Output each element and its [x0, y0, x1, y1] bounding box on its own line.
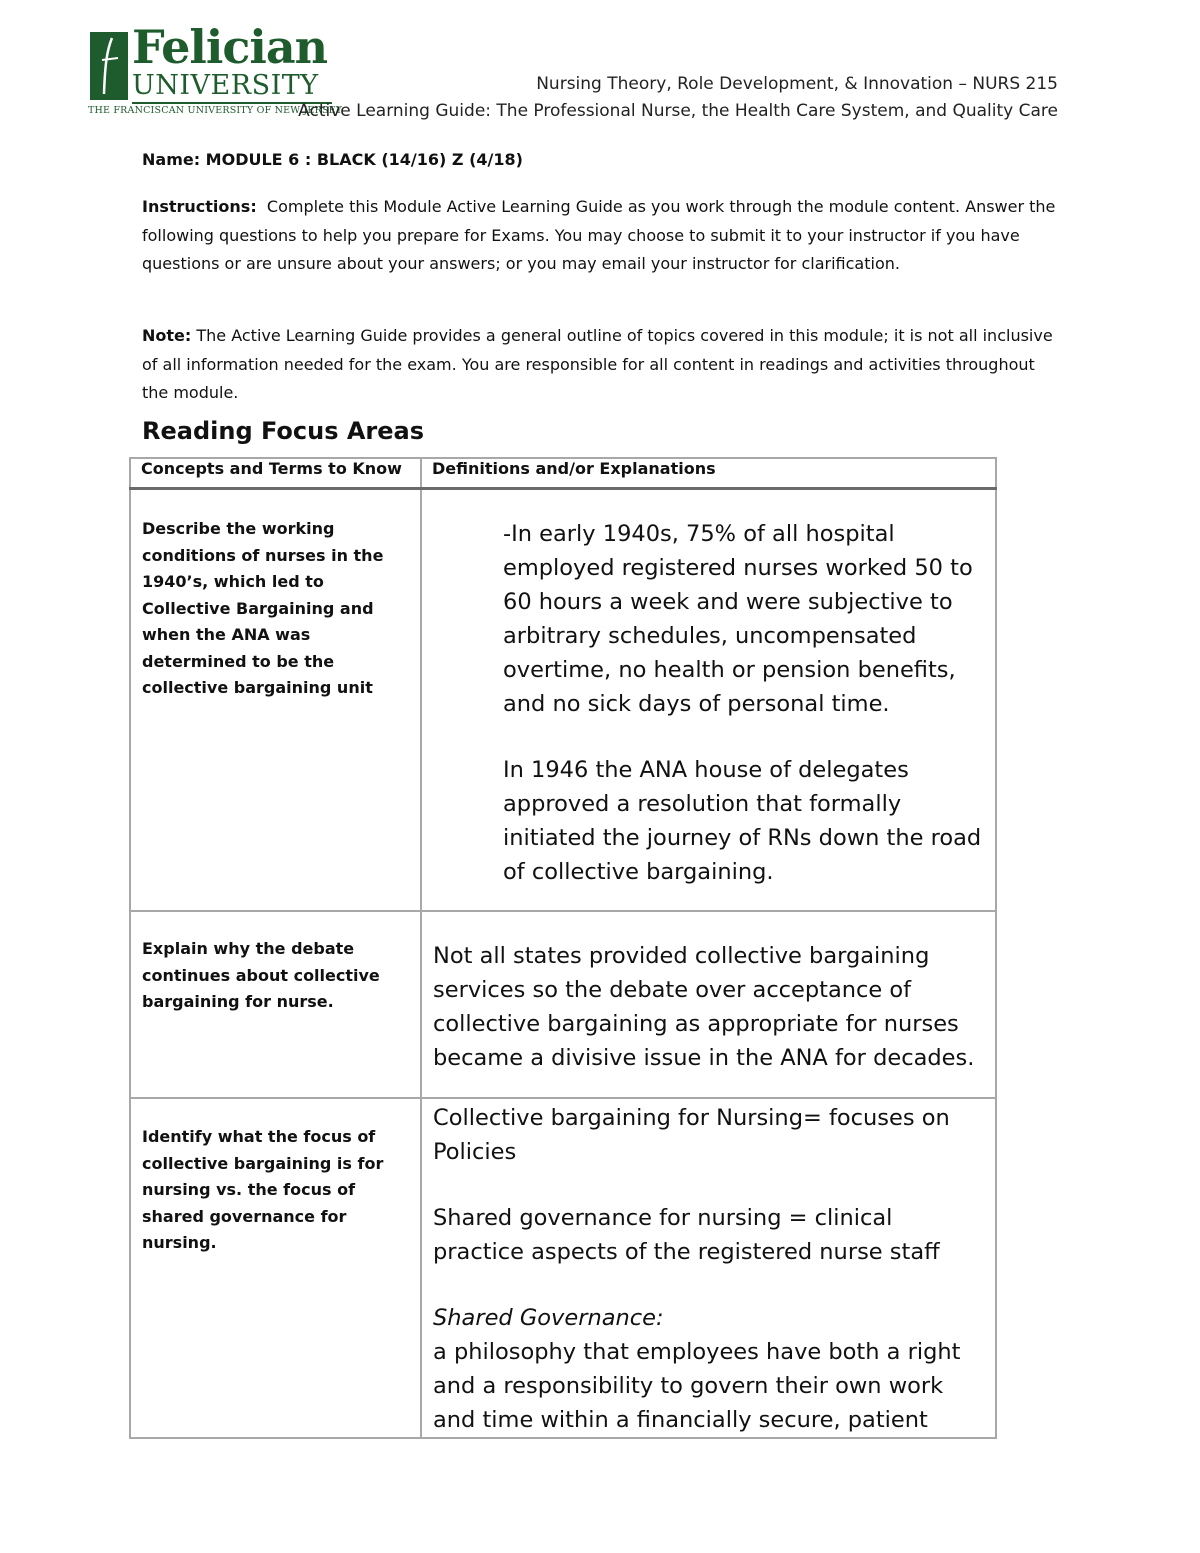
term-text: Explain why the debate continues about collective bargaining for nurse.: [142, 939, 380, 1011]
definition-cell: [421, 1098, 996, 1438]
definition-paragraph: Shared governance for nursing = clinical practice aspects of the registered nurse staff: [433, 1205, 940, 1265]
table-row: [130, 489, 996, 912]
definition-paragraph: a philosophy that employees have both a right and a responsibility to govern their own work and time within a financially secure, patient: [433, 1339, 961, 1433]
student-name-line: Name: MODULE 6 : BLACK (14/16) Z (4/18): [142, 150, 523, 169]
reading-focus-table: [129, 457, 997, 1439]
column-header-definitions: Definitions and/or Explanations: [421, 458, 996, 489]
table-header-row: [130, 458, 996, 489]
note-label: Note:: [142, 326, 192, 345]
note-text: The Active Learning Guide provides a general outline of topics covered in this module; it is not all inclusive of all information needed for the exam. You are responsible for all content in readings and activities throughout the module.: [142, 326, 1053, 402]
definition-paragraph: Collective bargaining for Nursing= focuses on Policies: [433, 1105, 950, 1165]
definition-text: [422, 912, 995, 1075]
felician-f-logo-icon: [90, 32, 128, 100]
logo-wordmark: Felician: [132, 20, 328, 74]
logo-university: UNIVERSITY: [132, 70, 319, 101]
table-row: [130, 1098, 996, 1438]
definition-paragraph: -In early 1940s, 75% of all hospital employed registered nurses worked 50 to 60 hours a week and were subjective to arbitrary schedules, uncompensated overtime, no health or pension benefits, and no sick days of personal time.: [503, 521, 973, 717]
instructions-text: Complete this Module Active Learning Guide as you work through the module content. Answer the following questions to help you prepare for Exams. You may choose to submit it to your instructor if you have questions or are unsure about your answers; or you may email your instructor for clarification.: [142, 197, 1056, 273]
term-cell: [130, 1098, 421, 1438]
note-paragraph: [142, 322, 1062, 408]
term-text: Describe the working conditions of nurses in the 1940’s, which led to Collective Bargaining and when the ANA was determined to be the collective bargaining unit: [142, 519, 384, 697]
definition-text: [422, 490, 995, 889]
guide-title: Active Learning Guide: The Professional Nurse, the Health Care System, and Quality Care: [298, 101, 1058, 121]
column-header-concepts: Concepts and Terms to Know: [130, 458, 421, 489]
table-row: [130, 911, 996, 1098]
instructions-paragraph: [142, 193, 1062, 279]
course-title: Nursing Theory, Role Development, & Innovation – NURS 215: [536, 74, 1058, 94]
definition-label: Shared Governance:: [433, 1305, 664, 1331]
section-title: Reading Focus Areas: [142, 417, 425, 445]
term-cell: [130, 489, 421, 912]
definition-paragraph: Not all states provided collective bargaining services so the debate over acceptance of collective bargaining as appropriate for nurses became a divisive issue in the ANA for decades.: [433, 943, 975, 1071]
logo-tagline: THE FRANCISCAN UNIVERSITY OF NEW JERSEY: [88, 105, 343, 116]
definition-cell: [421, 489, 996, 912]
definition-cell: [421, 911, 996, 1098]
definition-text: [422, 1099, 995, 1437]
definition-paragraph: In 1946 the ANA house of delegates approved a resolution that formally initiated the journey of RNs down the road of collective bargaining.: [503, 757, 982, 885]
term-text: Identify what the focus of collective bargaining is for nursing vs. the focus of shared governance for nursing.: [142, 1127, 384, 1252]
term-cell: [130, 911, 421, 1098]
instructions-label: Instructions:: [142, 197, 257, 216]
